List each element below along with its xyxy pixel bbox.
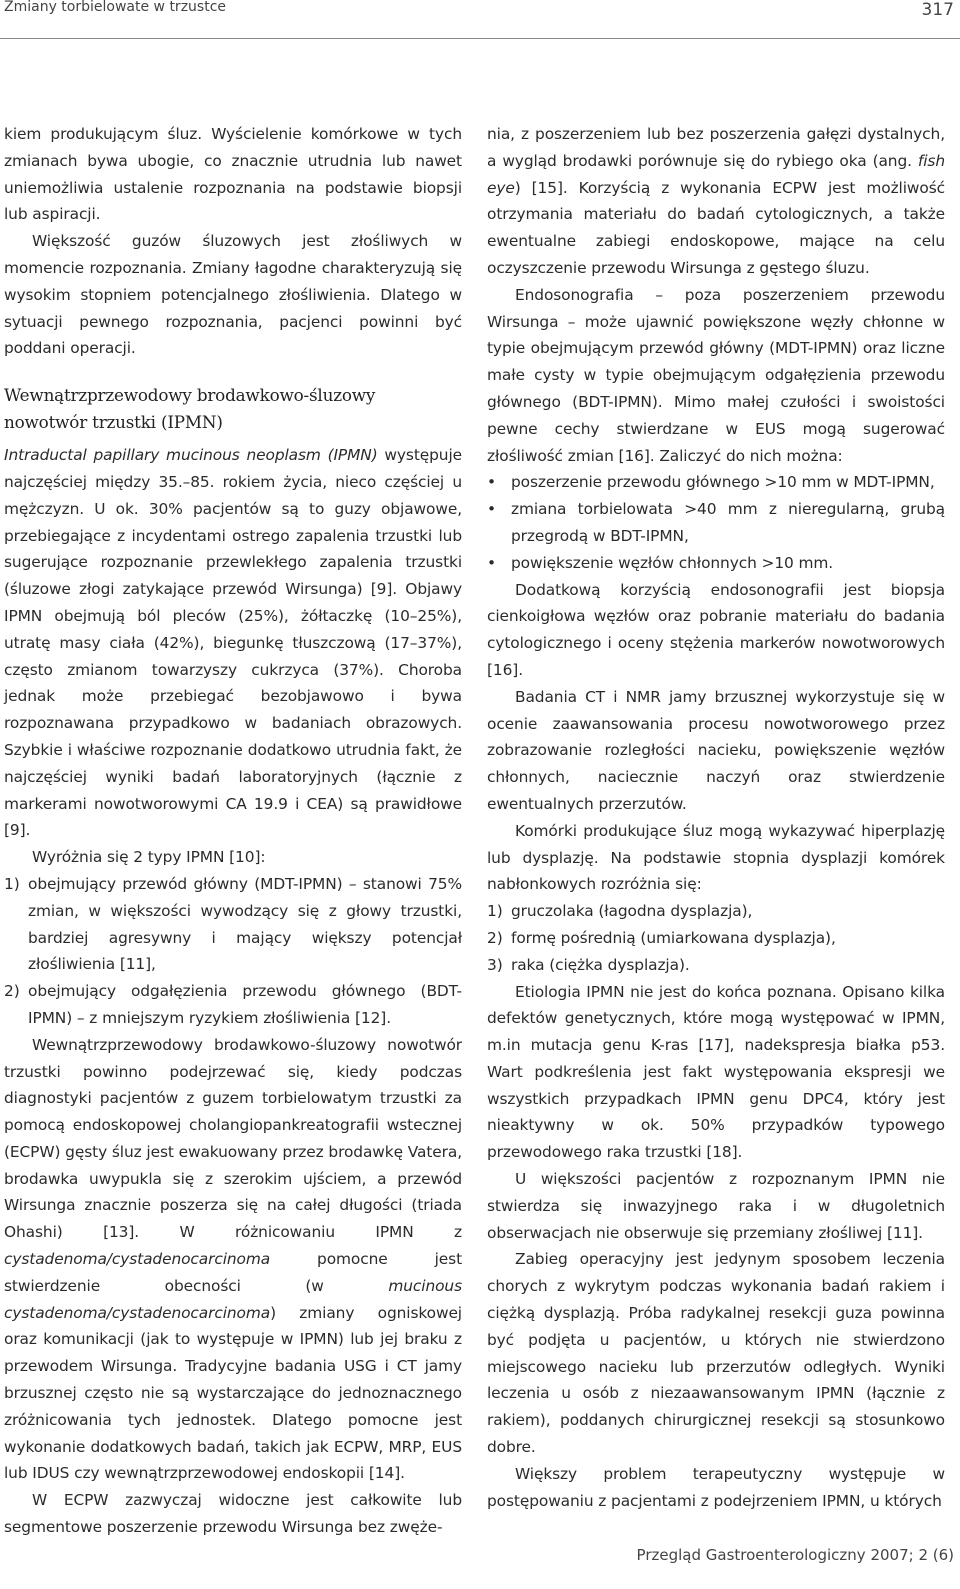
list-marker: 1) [487, 902, 503, 921]
page-header [0, 0, 960, 39]
paragraph-text: ) [15]. Korzyścią z wykonania ECPW jest możliwość otrzymania materiału do badań cytologicznych, a także ewentualne zabiegi endoskopowe, mające na celu oczyszczenie przewodu Wirsunga z gęstego śluzu. [487, 178, 945, 277]
list-item-text: formę pośrednią (umiarkowana dysplazja), [511, 928, 836, 947]
paragraph [4, 1032, 462, 1488]
bullet-marker: • [487, 500, 496, 519]
journal-footer: Przegląd Gastroenterologiczny 2007; 2 (6) [636, 1546, 954, 1564]
paragraph-text: występuje najczęściej między 35.–85. rokiem życia, nieco częściej u mężczyzn. U ok. 30% pacjentów są to guzy objawowe, przebiegające z incydentami ostrego zapalenia trzustki lub sugerujące rozpoznanie przewlekłego zapalenia trzustki (śluzowe złogi zatykające przewód Wirsunga) [9]. Objawy IPMN obejmują ból pleców (25%), żółtaczkę (10–25%), utratę masy ciała (42%), biegunkę tłuszczową (17–37%), często zmianom towarzyszy cukrzyca (37%). Choroba jednak może przebiegać bezobjawowo i bywa rozpoznawana przypadkowo w badaniach obrazowych. Szybkie i właściwe rozpoznanie dodatkowo utrudnia fakt, że najczęściej wyniki badań laboratoryjnych (łącznie z markerami nowotworowymi CA 19.9 i CEA) są prawidłowe [9]. [4, 446, 463, 840]
paragraph: Zabieg operacyjny jest jedynym sposobem leczenia chorych z wykrytym podczas wykonania badań rakiem i ciężką dysplazją. Próba radykalnej resekcji guza powinna być podjęta u pacjentów, u których nie stwierdzono miejscowego nacieku lub przerzutów odległych. Wyniki leczenia u osób z niezaawansowanym IPMN (łącznie z rakiem), poddanych chirurgicznej resekcji są stosunkowo dobre. [487, 1250, 945, 1457]
list-marker: 2) [4, 982, 20, 1001]
list-marker: 1) [4, 874, 20, 893]
list-item-text: obejmujący przewód główny (MDT-IPMN) – stanowi 75% zmian, w większości wywodzący się z głowy trzustki, bardziej agresywny i mający większy potencjał złośliwienia [11], [28, 874, 462, 974]
ipmn-types-list [4, 871, 462, 1032]
dysplasia-list [487, 898, 945, 978]
italic-term: cystadenoma/cystadenocarcinoma [4, 1250, 271, 1269]
paragraph-text: ) zmiany ogniskowej oraz komunikacji (jak to występuje w IPMN) lub jej braku z przewodem Wirsunga. Tradycyjne badania USG i CT jamy brzusznej często nie są wystarczające do jednoznacznego zróżnicowania tych jednostek. Dlatego pomocne jest wykonanie dodatkowych badań, takich jak ECPW, MRP, EUS lub IDUS czy wewnątrzprzewodowej endoskopii [14]. [4, 1303, 462, 1483]
list-item-text: obejmujący odgałęzienia przewodu głównego (BDT-IPMN) – z mniejszym ryzykiem złośliwienia [12]. [28, 982, 462, 1027]
list-item-text: powiększenie węzłów chłonnych >10 mm. [511, 553, 834, 572]
italic-term: fish eye [487, 151, 945, 197]
paragraph: kiem produkującym śluz. Wyścielenie komórkowe w tych zmianach bywa ubogie, co znacznie utrudnia lub nawet uniemożliwia ustalenie rozpoznania na podstawie biopsji lub aspiracji. [4, 125, 462, 224]
list-item-text: zmiana torbielowata >40 mm z nieregularną, grubą przegrodą w BDT-IPMN, [511, 500, 945, 545]
left-column [4, 121, 462, 1541]
section-heading-line: Wewnątrzprzewodowy brodawkowo-śluzowy [4, 385, 376, 406]
italic-term: mucinous cystadenoma/cystadenocarcinoma [4, 1276, 462, 1322]
list-item [487, 952, 945, 979]
paragraph: Większy problem terapeutyczny występuje w postępowaniu z pacjentami z podejrzeniem IPMN, u których [487, 1464, 945, 1510]
paragraph [4, 442, 462, 844]
list-item [4, 871, 462, 978]
paragraph-text: nia, z poszerzeniem lub bez poszerzenia gałęzi dystalnych, a wygląd brodawki porównuje się do rybiego oka (ang. [487, 125, 945, 170]
list-item-text: gruczolaka (łagodna dysplazja), [511, 902, 753, 921]
page-number: 317 [921, 0, 954, 20]
right-column [487, 121, 945, 1514]
bullet-marker: • [487, 553, 496, 572]
italic-term: Intraductal papillary mucinous neoplasm (IPMN) [4, 446, 378, 465]
list-item-text: poszerzenie przewodu głównego >10 mm w MDT-IPMN, [511, 473, 935, 492]
eus-features-list [487, 469, 945, 576]
paragraph-text: pomocne jest stwierdzenie obecności (w [4, 1250, 462, 1295]
list-marker: 2) [487, 928, 503, 947]
list-item-text: raka (ciężka dysplazja). [511, 955, 690, 974]
list-item [487, 898, 945, 925]
section-heading [4, 382, 462, 436]
section-heading-line: nowotwór trzustki (IPMN) [4, 412, 223, 433]
paragraph: Endosonografia – poza poszerzeniem przewodu Wirsunga – może ujawnić powiększone węzły chłonne w typie obejmującym przewód główny (MDT-IPMN) oraz liczne małe cysty w typie obejmującym odgałęzienia przewodu głównego (BDT-IPMN). Mimo małej czułości i swoistości pewne cechy stwierdzane w EUS mogą sugerować złośliwość zmian [16]. Zaliczyć do nich można: [487, 285, 945, 465]
paragraph: Etiologia IPMN nie jest do końca poznana. Opisano kilka defektów genetycznych, które mogą występować w IPMN, m.in mutacja genu K-ras [17], nadekspresja białka p53. Wart podkreślenia jest fakt występowania ekspresji we wszystkich przypadkach IPMN genu DPC4, który jest nieaktywny w ok. 50% przypadków typowego przewodowego raka trzustki [18]. [487, 982, 945, 1162]
list-item [487, 469, 945, 496]
paragraph: Badania CT i NMR jamy brzusznej wykorzystuje się w ocenie zaawansowania procesu nowotworowego przez zobrazowanie rozległości nacieku, powiększenie węzłów chłonnych, naciecznie naczyń oraz stwierdzenie ewentualnych przerzutów. [487, 687, 945, 813]
paragraph: Dodatkową korzyścią endosonografii jest biopsja cienkoigłowa węzłów oraz pobranie materiału do badania cytologicznego i oceny stężenia markerów nowotworowych [16]. [487, 580, 945, 679]
paragraph: Wyróżnia się 2 typy IPMN [10]: [32, 848, 266, 867]
list-item [4, 978, 462, 1032]
running-head: Zmiany torbielowate w trzustce [4, 0, 227, 15]
list-item [487, 550, 945, 577]
list-item [487, 496, 945, 550]
paragraph: U większości pacjentów z rozpoznanym IPMN nie stwierdza się inwazyjnego raka i w długoletnich obserwacjach nie obserwuje się przemiany złośliwej [11]. [487, 1170, 945, 1242]
paragraph [487, 121, 945, 282]
paragraph: Większość guzów śluzowych jest złośliwych w momencie rozpoznania. Zmiany łagodne charakteryzują się wysokim stopniem potencjalnego złośliwienia. Dlatego w sytuacji pewnego rozpoznania, pacjenci powinni być poddani operacji. [4, 232, 462, 358]
list-item [487, 925, 945, 952]
paragraph-text: Wewnątrzprzewodowy brodawkowo-śluzowy nowotwór trzustki powinno podejrzewać się, kiedy podczas diagnostyki pacjentów z guzem torbielowatym trzustki za pomocą endoskopowej cholangiopankreatografii wstecznej (ECPW) gęsty śluz jest ewakuowany przez brodawkę Vatera, brodawka uwypukla się z szerokim ujściem, a przewód Wirsunga znacznie poszerza się na całej długości (triada Ohashi) [13]. W różnicowaniu IPMN z [4, 1035, 462, 1242]
bullet-marker: • [487, 473, 496, 492]
paragraph: W ECPW zazwyczaj widoczne jest całkowite lub segmentowe poszerzenie przewodu Wirsunga bez zwęże- [4, 1491, 462, 1537]
list-marker: 3) [487, 955, 503, 974]
paragraph: Komórki produkujące śluz mogą wykazywać hiperplazję lub dysplazję. Na podstawie stopnia dysplazji komórek nabłonkowych rozróżnia się: [487, 821, 945, 894]
